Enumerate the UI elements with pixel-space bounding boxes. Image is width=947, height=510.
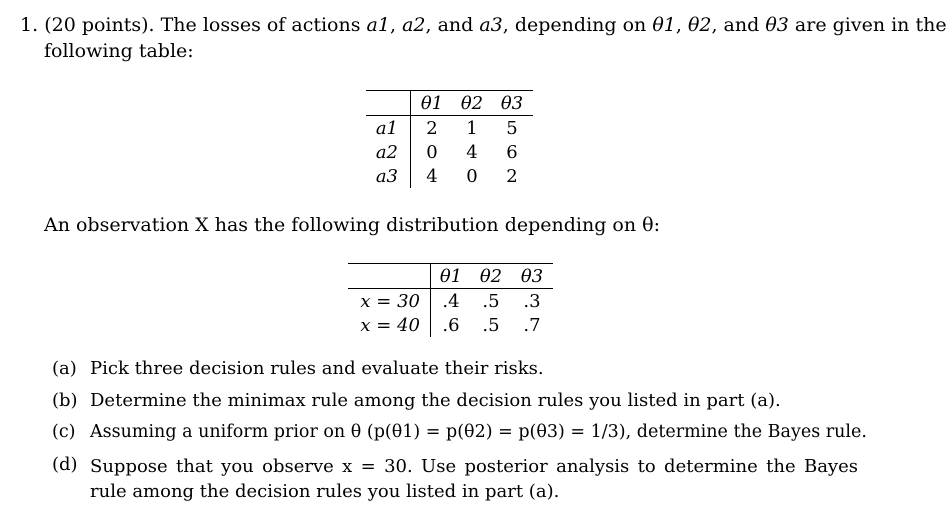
part-text: Suppose that you observe x = 30. Use posterior analysis to determine the Bayes rule among the decision rules you listed in part (a). [90,456,858,502]
action-a3: a3 [479,14,503,36]
loss-table-corner [366,91,411,116]
problem-points: (20 points). [44,14,155,36]
intro-text-d: following table: [44,40,194,62]
state-theta3: θ3 [765,14,789,36]
action-a1: a1 [366,14,390,36]
part-label: (c) [52,422,76,442]
dist-col-header: θ3 [520,265,544,287]
dist-row-label: x = 40 [360,314,420,336]
intro-text-c: are given in the [794,14,947,36]
part-text: Determine the minimax rule among the decision rules you listed in part (a). [90,390,781,411]
part-d [52,454,858,504]
loss-cell: 4 [466,141,478,163]
loss-table-header [366,91,533,116]
part-label: (a) [52,358,77,379]
dist-cell: .5 [482,290,500,312]
dist-col-header: θ2 [479,265,503,287]
table-row [366,140,533,164]
part-b [52,390,781,411]
dist-row-label: x = 30 [360,290,420,312]
part-text: Pick three decision rules and evaluate their risks. [90,358,544,379]
loss-cell: 6 [506,141,518,163]
loss-cell: 0 [426,141,438,163]
loss-row-label: a2 [375,141,398,163]
loss-cell: 5 [506,117,518,139]
state-theta1: θ1 [652,14,676,36]
dist-cell: .3 [523,290,541,312]
part-label: (b) [52,390,78,411]
table-row [366,164,533,188]
loss-cell: 2 [426,117,438,139]
table-row [366,116,533,141]
action-a2: a2 [402,14,426,36]
dist-table-corner [348,264,431,289]
intro-text-b: depending on [514,14,647,36]
table-row [348,289,553,314]
state-theta2: θ2 [687,14,712,36]
part-a [52,358,544,379]
table-row [348,313,553,337]
loss-col-header: θ1 [420,92,444,114]
loss-col-header: θ3 [500,92,524,114]
dist-table-header [348,264,553,289]
loss-table [366,90,533,188]
observation-text: An observation X has the following distribution depending on θ: [44,214,660,236]
dist-col-header: θ1 [439,265,463,287]
intro-text-a: The losses of actions [160,14,361,36]
distribution-table [348,263,553,337]
loss-cell: 1 [466,117,478,139]
loss-row-label: a3 [375,165,398,187]
dist-cell: .6 [442,314,460,336]
part-c [52,422,867,442]
dist-cell: .4 [442,290,460,312]
loss-row-label: a1 [375,117,398,139]
problem-number: 1. [20,14,39,36]
loss-cell: 4 [426,165,438,187]
dist-cell: .5 [482,314,500,336]
loss-cell: 2 [506,165,518,187]
part-label: (d) [52,454,78,475]
dist-cell: .7 [523,314,541,336]
problem-intro: 1. (20 points). The losses of actions a1, a2, and a3, depending on θ1, θ2, and θ3 are given in the [20,14,947,36]
part-text: Assuming a uniform prior on θ (p(θ1) = p(θ2) = p(θ3) = 1/3), determine the Bayes rule. [90,422,867,442]
loss-col-header: θ2 [460,92,484,114]
loss-cell: 0 [466,165,478,187]
